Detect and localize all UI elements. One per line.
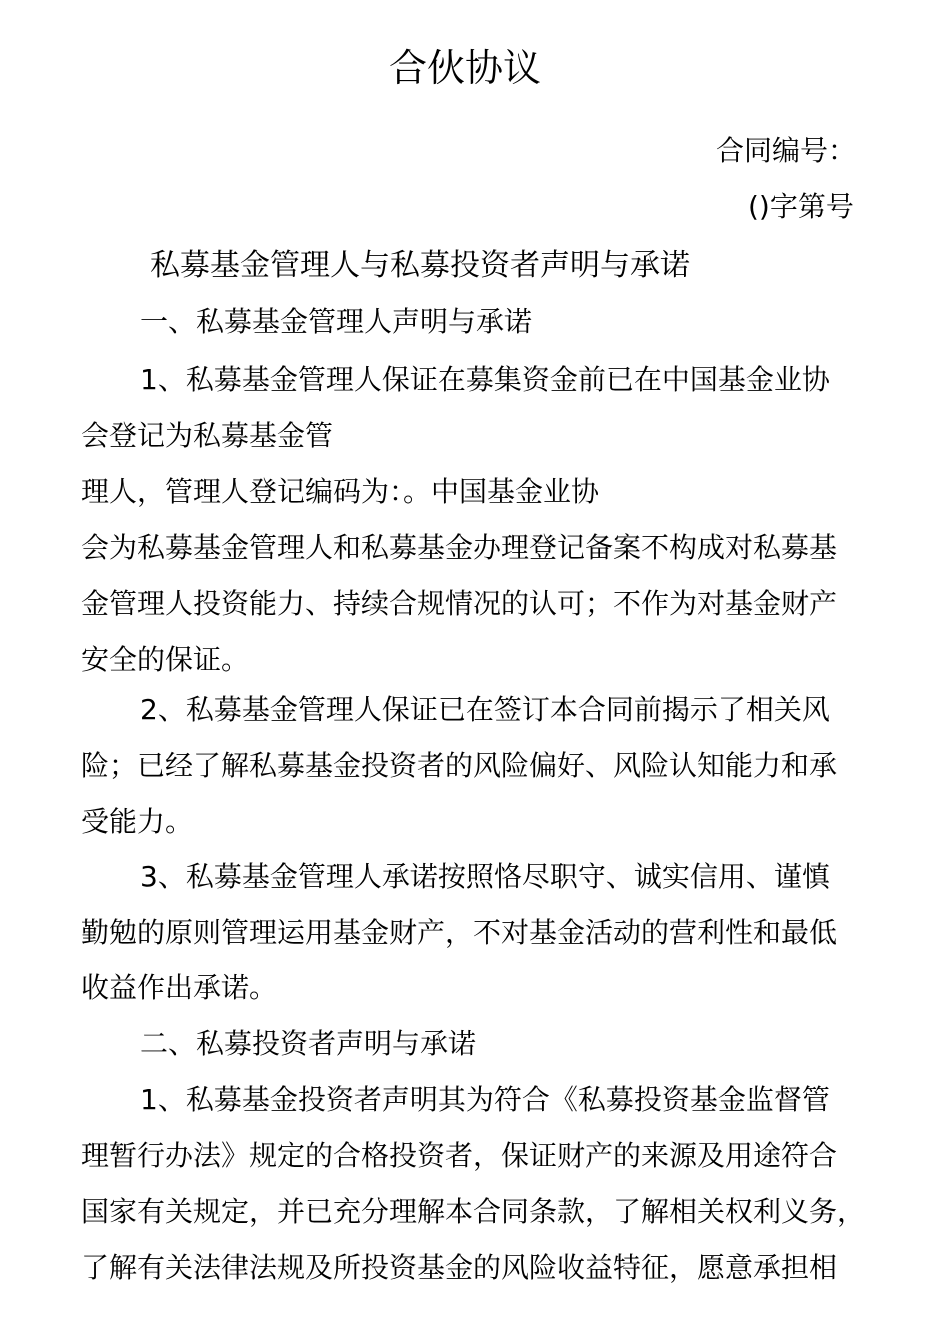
section-heading-manager: 一、私募基金管理人声明与承诺 (140, 305, 533, 338)
contract-word-number: ()字第号 (748, 190, 854, 223)
paragraph-line: 会为私募基金管理人和私募基金办理登记备案不构成对私募基 (81, 531, 838, 564)
paragraph-line: 险；已经了解私募基金投资者的风险偏好、风险认知能力和承 (81, 749, 838, 782)
contract-number-label: 合同编号： (716, 134, 857, 167)
paragraph-line: 2、私募基金管理人保证已在签订本合同前揭示了相关风 (140, 693, 830, 726)
paragraph-line: 1、私募基金管理人保证在募集资金前已在中国基金业协 (140, 363, 830, 396)
document-title: 合伙协议 (389, 46, 542, 90)
paragraph-line: 金管理人投资能力、持续合规情况的认可；不作为对基金财产 (81, 587, 838, 620)
paragraph-line: 安全的保证。 (81, 643, 250, 676)
paragraph-line: 理暂行办法》规定的合格投资者，保证财产的来源及用途符合 (81, 1139, 838, 1172)
paragraph-line: 收益作出承诺。 (81, 971, 278, 1004)
paragraph-line: 了解有关法律法规及所投资基金的风险收益特征，愿意承担相 (81, 1251, 838, 1284)
paragraph-line: 1、私募基金投资者声明其为符合《私募投资基金监督管 (140, 1083, 830, 1116)
paragraph-line: 会登记为私募基金管 (81, 419, 334, 452)
section-title: 私募基金管理人与私募投资者声明与承诺 (150, 248, 690, 283)
paragraph-line: 国家有关规定，并已充分理解本合同条款，了解相关权利义务， (81, 1195, 866, 1228)
section-heading-investor: 二、私募投资者声明与承诺 (140, 1027, 477, 1060)
paragraph-line: 受能力。 (81, 805, 194, 838)
paragraph-line: 理人，管理人登记编码为：。中国基金业协 (81, 475, 600, 508)
paragraph-line: 3、私募基金管理人承诺按照恪尽职守、诚实信用、谨慎 (140, 860, 830, 893)
paragraph-line: 勤勉的原则管理运用基金财产，不对基金活动的营利性和最低 (81, 916, 838, 949)
